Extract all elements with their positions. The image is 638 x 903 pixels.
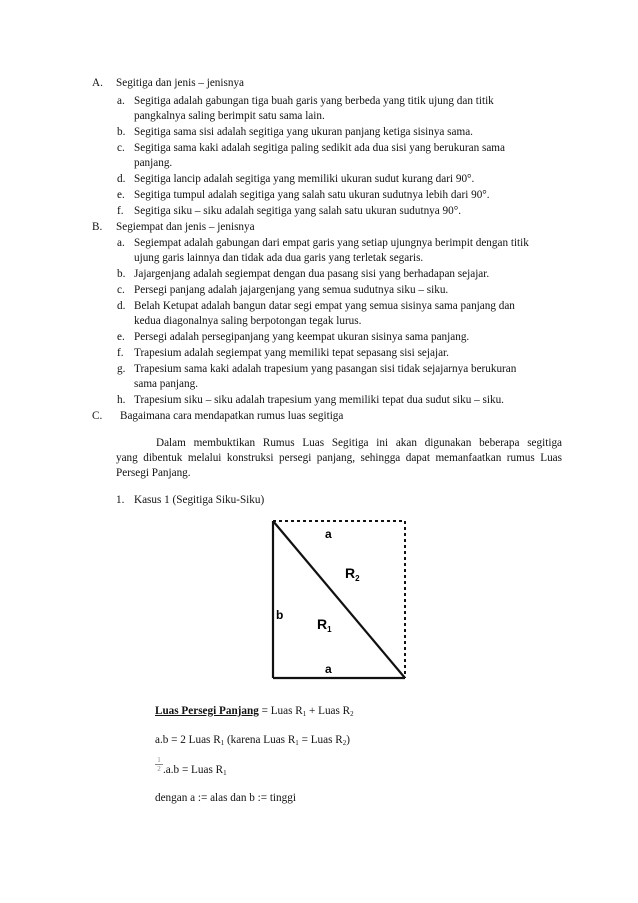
case-title: Kasus 1 (Segitiga Siku-Siku) — [134, 494, 265, 506]
paragraph-line: Persegi Panjang. — [116, 467, 191, 479]
formula-2-part: (karena Luas R — [224, 734, 296, 746]
formula-3-sub: 1 — [223, 769, 227, 777]
list-item-marker: d. — [117, 173, 126, 185]
list-item-text: ujung garis lainnya dan tidak ada dua garis yang terletak segaris. — [134, 252, 424, 264]
label-r2-sub: 2 — [355, 574, 360, 583]
list-item-text: pangkalnya saling berimpit satu sama lain. — [134, 110, 325, 122]
formula-2-sub: 1 — [295, 739, 299, 747]
list-item-marker: c. — [117, 284, 125, 296]
list-item-text: Persegi adalah persegipanjang yang keempat ukuran sisinya sama panjang. — [134, 331, 470, 343]
list-item-text: Segitiga lancip adalah segitiga yang memiliki ukuran sudut kurang dari 90°. — [134, 173, 475, 185]
list-item-marker: d. — [117, 300, 126, 312]
right-triangle-figure — [265, 516, 415, 686]
list-item-text: kedua diagonalnya saling berpotongan tegak lurus. — [134, 315, 362, 327]
list-item-text: Trapesium siku – siku adalah trapesium yang memiliki tepat dua sudut siku – siku. — [134, 394, 504, 406]
list-item-text: Jajargenjang adalah segiempat dengan dua pasang sisi yang berhadapan sejajar. — [134, 268, 490, 280]
list-item-marker: c. — [117, 142, 125, 154]
section-b-title: Segiempat dan jenis – jenisnya — [116, 221, 255, 233]
section-a-title: Segitiga dan jenis – jenisnya — [116, 77, 245, 89]
list-item-marker: a. — [117, 237, 125, 249]
list-item-text: sama panjang. — [134, 378, 198, 390]
list-item-marker: f. — [117, 347, 124, 359]
list-item-marker: b. — [117, 126, 126, 138]
formula-2-sub: 1 — [220, 739, 225, 747]
label-a-bottom: a — [325, 662, 332, 676]
section-c-marker: C. — [92, 410, 103, 422]
label-r1-letter: R — [317, 616, 328, 632]
formula-3-part: .a.b = Luas R — [163, 764, 224, 776]
list-item-marker: f. — [117, 205, 124, 217]
label-r1 — [317, 616, 332, 634]
label-r1-sub: 1 — [327, 625, 332, 634]
formula-1-label: Luas Persegi Panjang — [155, 705, 259, 717]
formula-2-part: ) — [346, 734, 350, 746]
formula-2-sub: 2 — [342, 739, 347, 747]
list-item-marker: g. — [117, 363, 126, 375]
fraction-half — [155, 756, 163, 773]
case-marker: 1. — [116, 494, 125, 506]
list-item-marker: e. — [117, 189, 125, 201]
formula-4: dengan a := alas dan b := tinggi — [155, 792, 296, 804]
list-item-text: panjang. — [134, 157, 173, 169]
list-item-text: Segitiga tumpul adalah segitiga yang salah satu ukuran sudutnya lebih dari 90°. — [134, 189, 490, 201]
formula-1-part: = Luas R — [258, 705, 303, 717]
paragraph-line: Dalam membuktikan Rumus Luas Segitiga ini akan digunakan beberapa segitiga — [156, 437, 562, 449]
list-item-text: Belah Ketupat adalah bangun datar segi empat yang semua sisinya sama panjang dan — [134, 300, 515, 312]
list-item-marker: e. — [117, 331, 125, 343]
label-a-top: a — [325, 527, 332, 541]
list-item-text: Persegi panjang adalah jajargenjang yang semua sudutnya siku – siku. — [134, 284, 449, 296]
fraction-denominator: 2 — [157, 765, 161, 773]
formula-2-part: a.b = 2 Luas R — [155, 734, 221, 746]
formula-1 — [155, 704, 354, 721]
paragraph-line: yang dibentuk melalui konstruksi persegi panjang, sehingga dapat memanfaatkan rumus Luas — [116, 452, 562, 464]
triangle-hypotenuse — [273, 521, 405, 678]
formula-2 — [155, 733, 350, 750]
label-b-side: b — [276, 608, 284, 622]
label-r2-letter: R — [345, 565, 356, 581]
list-item-text: Segiempat adalah gabungan dari empat garis yang setiap ujungnya berimpit dengan titik — [134, 237, 529, 249]
list-item-text: Segitiga adalah gabungan tiga buah garis yang berbeda yang titik ujung dan titik — [134, 95, 494, 107]
formula-1-sub: 2 — [350, 710, 354, 718]
list-item-text: Trapesium sama kaki adalah trapesium yang pasangan sisi tidak sejajarnya berukuran — [134, 363, 517, 375]
formula-2-part: = Luas R — [298, 734, 343, 746]
section-a-marker: A. — [92, 77, 103, 89]
fraction-numerator: 1 — [155, 756, 163, 765]
list-item-text: Trapesium adalah segiempat yang memiliki tepat sepasang sisi sejajar. — [134, 347, 449, 359]
section-b-marker: B. — [92, 221, 103, 233]
formula-1-sub: 1 — [302, 710, 307, 718]
formula-1-part: + Luas R — [306, 705, 351, 717]
label-r2 — [345, 565, 360, 583]
list-item-marker: h. — [117, 394, 126, 406]
section-c-title: Bagaimana cara mendapatkan rumus luas segitiga — [120, 410, 344, 422]
formula-3 — [163, 763, 227, 780]
list-item-text: Segitiga siku – siku adalah segitiga yang salah satu ukuran sudutnya 90°. — [134, 205, 461, 217]
list-item-text: Segitiga sama sisi adalah segitiga yang ukuran panjang ketiga sisinya sama. — [134, 126, 473, 138]
list-item-text: Segitiga sama kaki adalah segitiga paling sedikit ada dua sisi yang berukuran sama — [134, 142, 505, 154]
list-item-marker: a. — [117, 95, 125, 107]
list-item-marker: b. — [117, 268, 126, 280]
